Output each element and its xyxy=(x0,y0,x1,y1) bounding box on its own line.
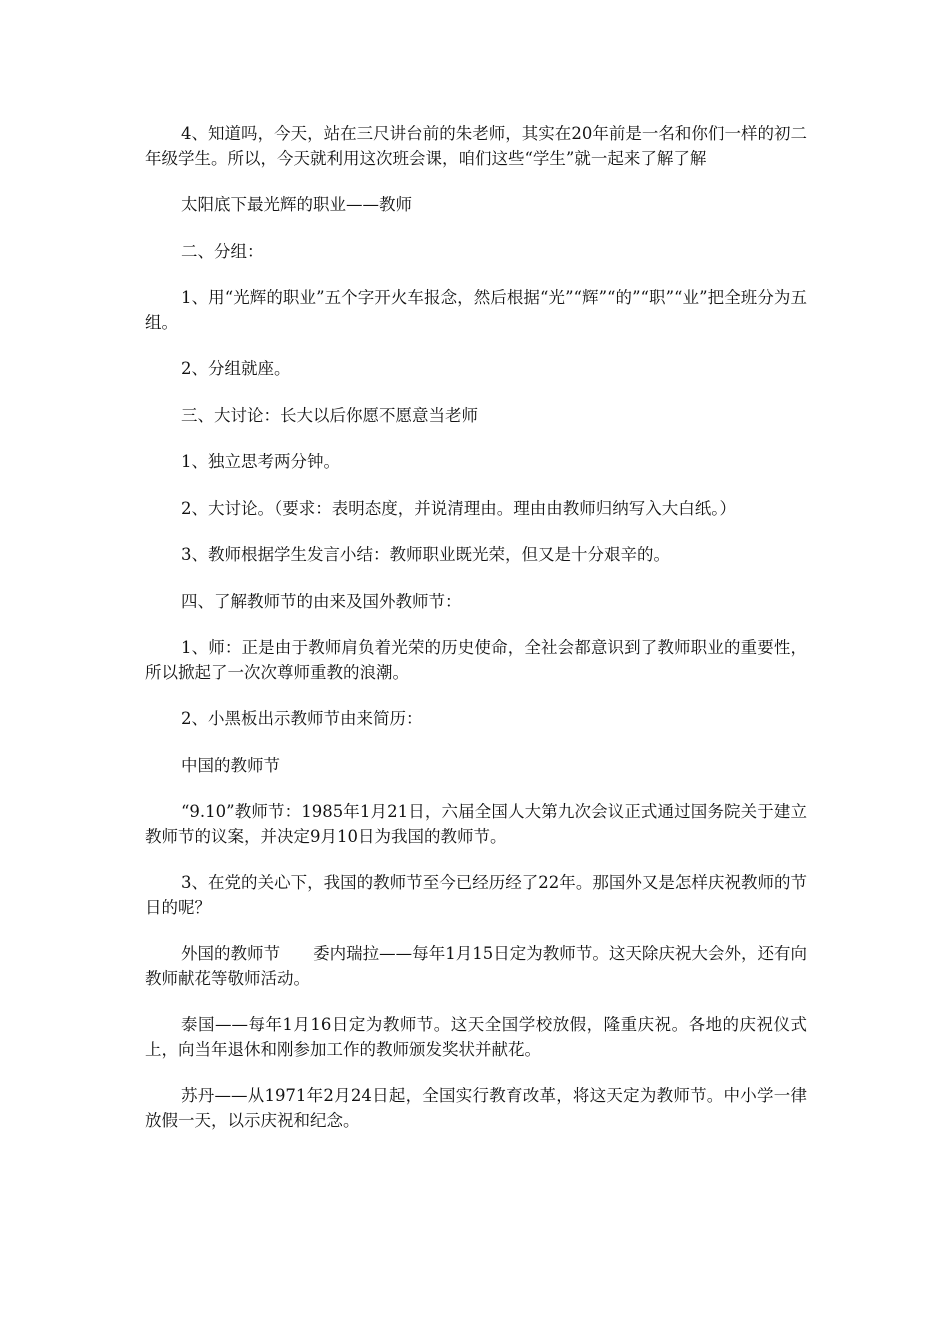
paragraph-18: 苏丹——从1971年2月24日起，全国实行教育改革，将这天定为教师节。中小学一律放假一天，以示庆祝和纪念。 xyxy=(145,1086,807,1130)
paragraph-4: 1、用“光辉的职业”五个字开火车报念，然后根据“光”“辉”“的”“职”“业”把全班分为五组。 xyxy=(145,288,807,332)
paragraph-14: “9.10”教师节：1985年1月21日，六届全国人大第九次会议正式通过国务院关于建立教师节的议案，并决定9月10日为我国的教师节。 xyxy=(145,802,807,846)
paragraph-5: 2、分组就座。 xyxy=(181,359,291,378)
paragraph-8: 2、大讨论。（要求：表明态度，并说清理由。理由由教师归纳写入大白纸。） xyxy=(181,498,736,518)
paragraph-10: 四、了解教师节的由来及国外教师节： xyxy=(181,591,462,611)
paragraph-15: 3、在党的关心下，我国的教师节至今已经历经了22年。那国外又是怎样庆祝教师的节日的呢？ xyxy=(145,873,807,917)
paragraph-1: 4、知道吗，今天，站在三尺讲台前的朱老师，其实在20年前是一名和你们一样的初二年级学生。所以，今天就利用这次班会课，咱们这些“学生”就一起来了解了解 xyxy=(145,124,807,168)
paragraph-12: 2、小黑板出示教师节由来简历： xyxy=(181,709,423,728)
paragraph-13: 中国的教师节 xyxy=(181,755,280,775)
paragraph-11: 1、师：正是由于教师肩负着光荣的历史使命，全社会都意识到了教师职业的重要性，所以掀起了一次次尊师重教的浪潮。 xyxy=(145,638,807,682)
paragraph-3: 二、分组： xyxy=(181,241,264,261)
paragraph-2: 太阳底下最光辉的职业——教师 xyxy=(181,195,412,214)
paragraph-6: 三、大讨论：长大以后你愿不愿意当老师 xyxy=(181,405,478,425)
paragraph-17: 泰国——每年1月16日定为教师节。这天全国学校放假，隆重庆祝。各地的庆祝仪式上，向当年退休和刚参加工作的教师颁发奖状并献花。 xyxy=(145,1015,807,1059)
paragraph-16: 外国的教师节 委内瑞拉——每年1月15日定为教师节。这天除庆祝大会外，还有向教师献花等敬师活动。 xyxy=(145,944,807,988)
paragraph-9: 3、教师根据学生发言小结：教师职业既光荣，但又是十分艰辛的。 xyxy=(181,545,670,564)
paragraph-7: 1、独立思考两分钟。 xyxy=(181,452,340,471)
document-body xyxy=(145,122,807,1155)
